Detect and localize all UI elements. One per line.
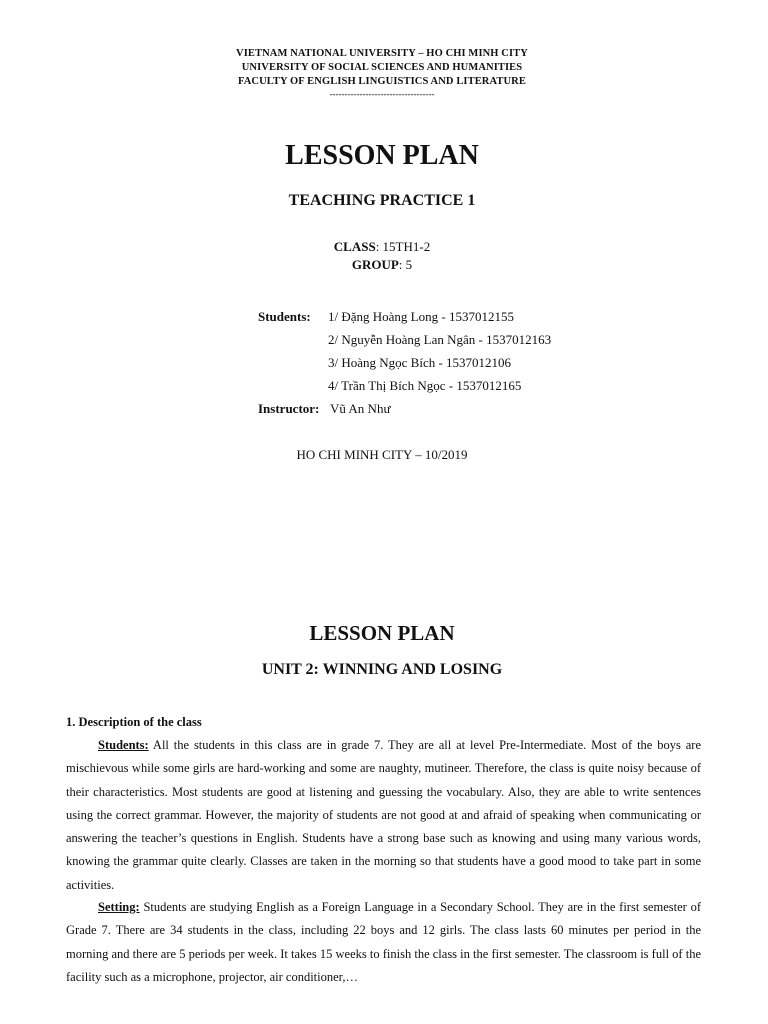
page-subtitle: TEACHING PRACTICE 1: [288, 192, 476, 209]
setting-paragraph: [66, 896, 701, 989]
section-title-lesson-plan: LESSON PLAN: [309, 621, 455, 645]
university-name: VIETNAM NATIONAL UNIVERSITY – HO CHI MINH CITY: [236, 48, 528, 59]
group-label: GROUP: [351, 257, 399, 272]
instructor-row: [258, 397, 551, 420]
institution-header: [0, 47, 764, 99]
instructor-name: Vũ An Như: [330, 401, 391, 416]
students-lead: Students:: [98, 738, 149, 752]
page-title: LESSON PLAN: [285, 140, 479, 171]
students-text: All the students in this class are in grade 7. They are all at level Pre-Intermediate. Most of the boys are mischievous while some girls are hard-working and some are naughty, mutineer. Therefore, the class is quite noisy because of their characteristics. Most students are good at listening and guessing the vocabulary. Also, they are able to write sentences using the correct grammar. However, the majority of students are not good at and afraid of speaking when communicating or answering the teacher’s questions in English. Students have a strong base such as knowing and using many various words, knowing the grammar quite clearly. Classes are taken in the morning so that students have a good mood to take part in some activities.: [66, 738, 701, 892]
student-item: 4/ Trần Thị Bích Ngọc - 1537012165: [328, 378, 522, 393]
city-date: HO CHI MINH CITY – 10/2019: [296, 447, 468, 462]
instructor-label: Instructor:: [258, 401, 320, 416]
student-row: [258, 305, 551, 328]
student-item: 2/ Nguyễn Hoàng Lan Ngân - 1537012163: [328, 332, 552, 347]
setting-lead: Setting:: [98, 900, 140, 914]
header-divider: -----------------------------------: [329, 89, 435, 99]
group-line: [0, 256, 764, 274]
setting-text: Students are studying English as a Foreign Language in a Secondary School. They are in the first semester of Grade 7. There are 34 students in the class, including 22 boys and 12 girls. The class lasts 60 minutes per period in the morning and there are 5 periods per week. It takes 15 weeks to finish the class in the first semester. The classroom is full of the facility such as a microphone, projector, air conditioner,…: [66, 900, 701, 984]
students-block: [258, 305, 551, 420]
group-value: : 5: [398, 257, 413, 272]
class-label: CLASS: [333, 239, 376, 254]
class-info: [0, 238, 764, 274]
students-paragraph: [66, 734, 701, 897]
students-label: Students:: [258, 309, 311, 324]
student-row: [258, 328, 551, 351]
student-item: 3/ Hoàng Ngọc Bích - 1537012106: [328, 355, 512, 370]
student-item: 1/ Đặng Hoàng Long - 1537012155: [328, 309, 514, 324]
school-name: UNIVERSITY OF SOCIAL SCIENCES AND HUMANITIES: [241, 62, 523, 73]
description-heading: 1. Description of the class: [66, 715, 202, 729]
student-row: [258, 374, 551, 397]
unit-title: UNIT 2: WINNING AND LOSING: [261, 661, 503, 678]
class-value: : 15TH1-2: [375, 239, 431, 254]
faculty-name: FACULTY OF ENGLISH LINGUISTICS AND LITERATURE: [238, 76, 526, 87]
class-line: [0, 238, 764, 256]
student-row: [258, 351, 551, 374]
